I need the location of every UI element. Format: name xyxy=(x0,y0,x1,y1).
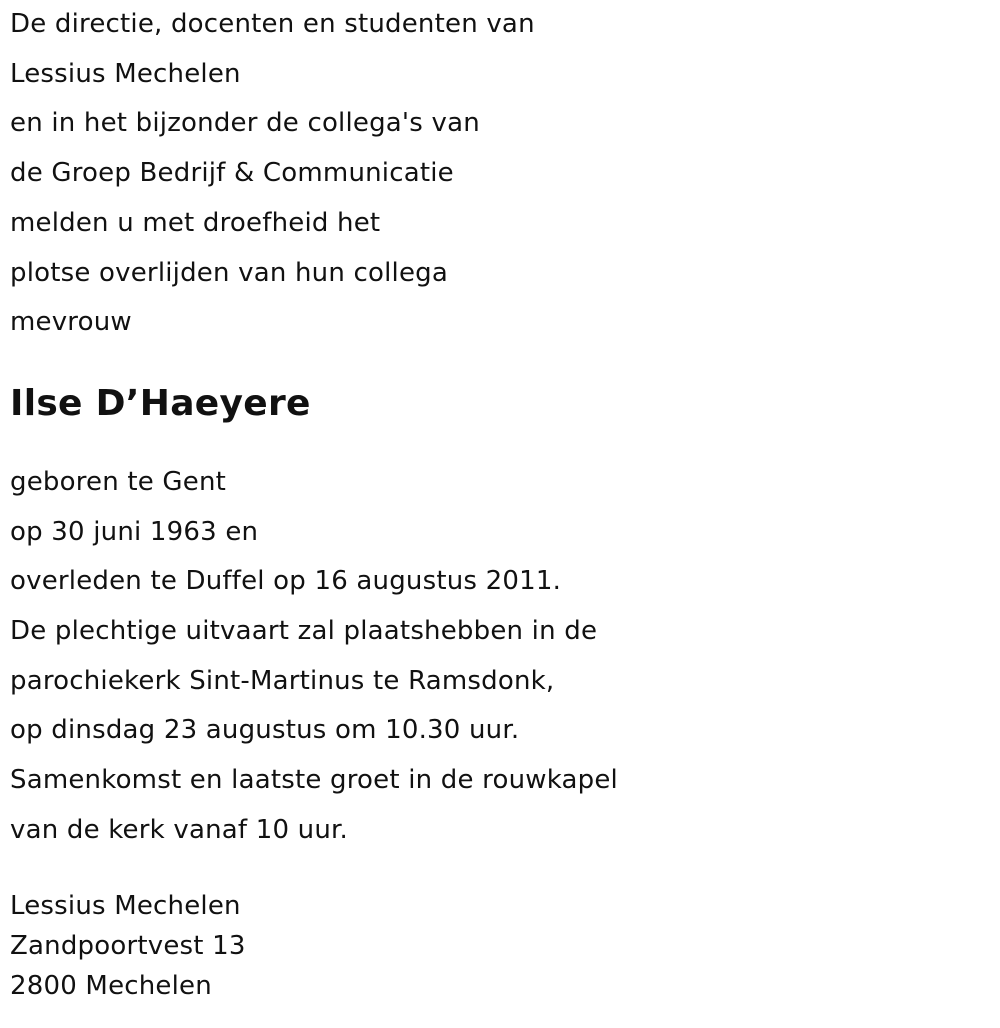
sender-address xyxy=(10,886,990,1006)
details-line: op dinsdag 23 augustus om 10.30 uur. xyxy=(10,715,520,746)
intro-paragraph xyxy=(10,0,990,348)
intro-line: mevrouw xyxy=(10,307,132,338)
details-line: geboren te Gent xyxy=(10,466,227,497)
details-line: parochiekerk Sint-Martinus te Ramsdonk, xyxy=(10,665,555,696)
details-line: overleden te Duffel op 16 augustus 2011. xyxy=(10,566,562,597)
details-paragraph xyxy=(10,458,990,856)
intro-line: en in het bijzonder de collega's van xyxy=(10,108,480,139)
details-line: De plechtige uitvaart zal plaatshebben in de xyxy=(10,616,598,647)
intro-line: de Groep Bedrijf & Communicatie xyxy=(10,158,454,189)
address-line: Lessius Mechelen xyxy=(10,890,241,921)
intro-line: De directie, docenten en studenten van xyxy=(10,9,535,39)
address-line: 2800 Mechelen xyxy=(10,970,212,1001)
intro-line: Lessius Mechelen xyxy=(10,58,241,89)
intro-line: plotse overlijden van hun collega xyxy=(10,257,448,288)
deceased-name: Ilse D’Haeyere xyxy=(10,382,311,424)
intro-line: melden u met droefheid het xyxy=(10,207,381,238)
details-line: van de kerk vanaf 10 uur. xyxy=(10,814,348,845)
details-line: op 30 juni 1963 en xyxy=(10,516,259,547)
death-notice xyxy=(10,0,990,1006)
address-line: Zandpoortvest 13 xyxy=(10,930,246,961)
details-line: Samenkomst en laatste groet in de rouwkapel xyxy=(10,765,618,796)
